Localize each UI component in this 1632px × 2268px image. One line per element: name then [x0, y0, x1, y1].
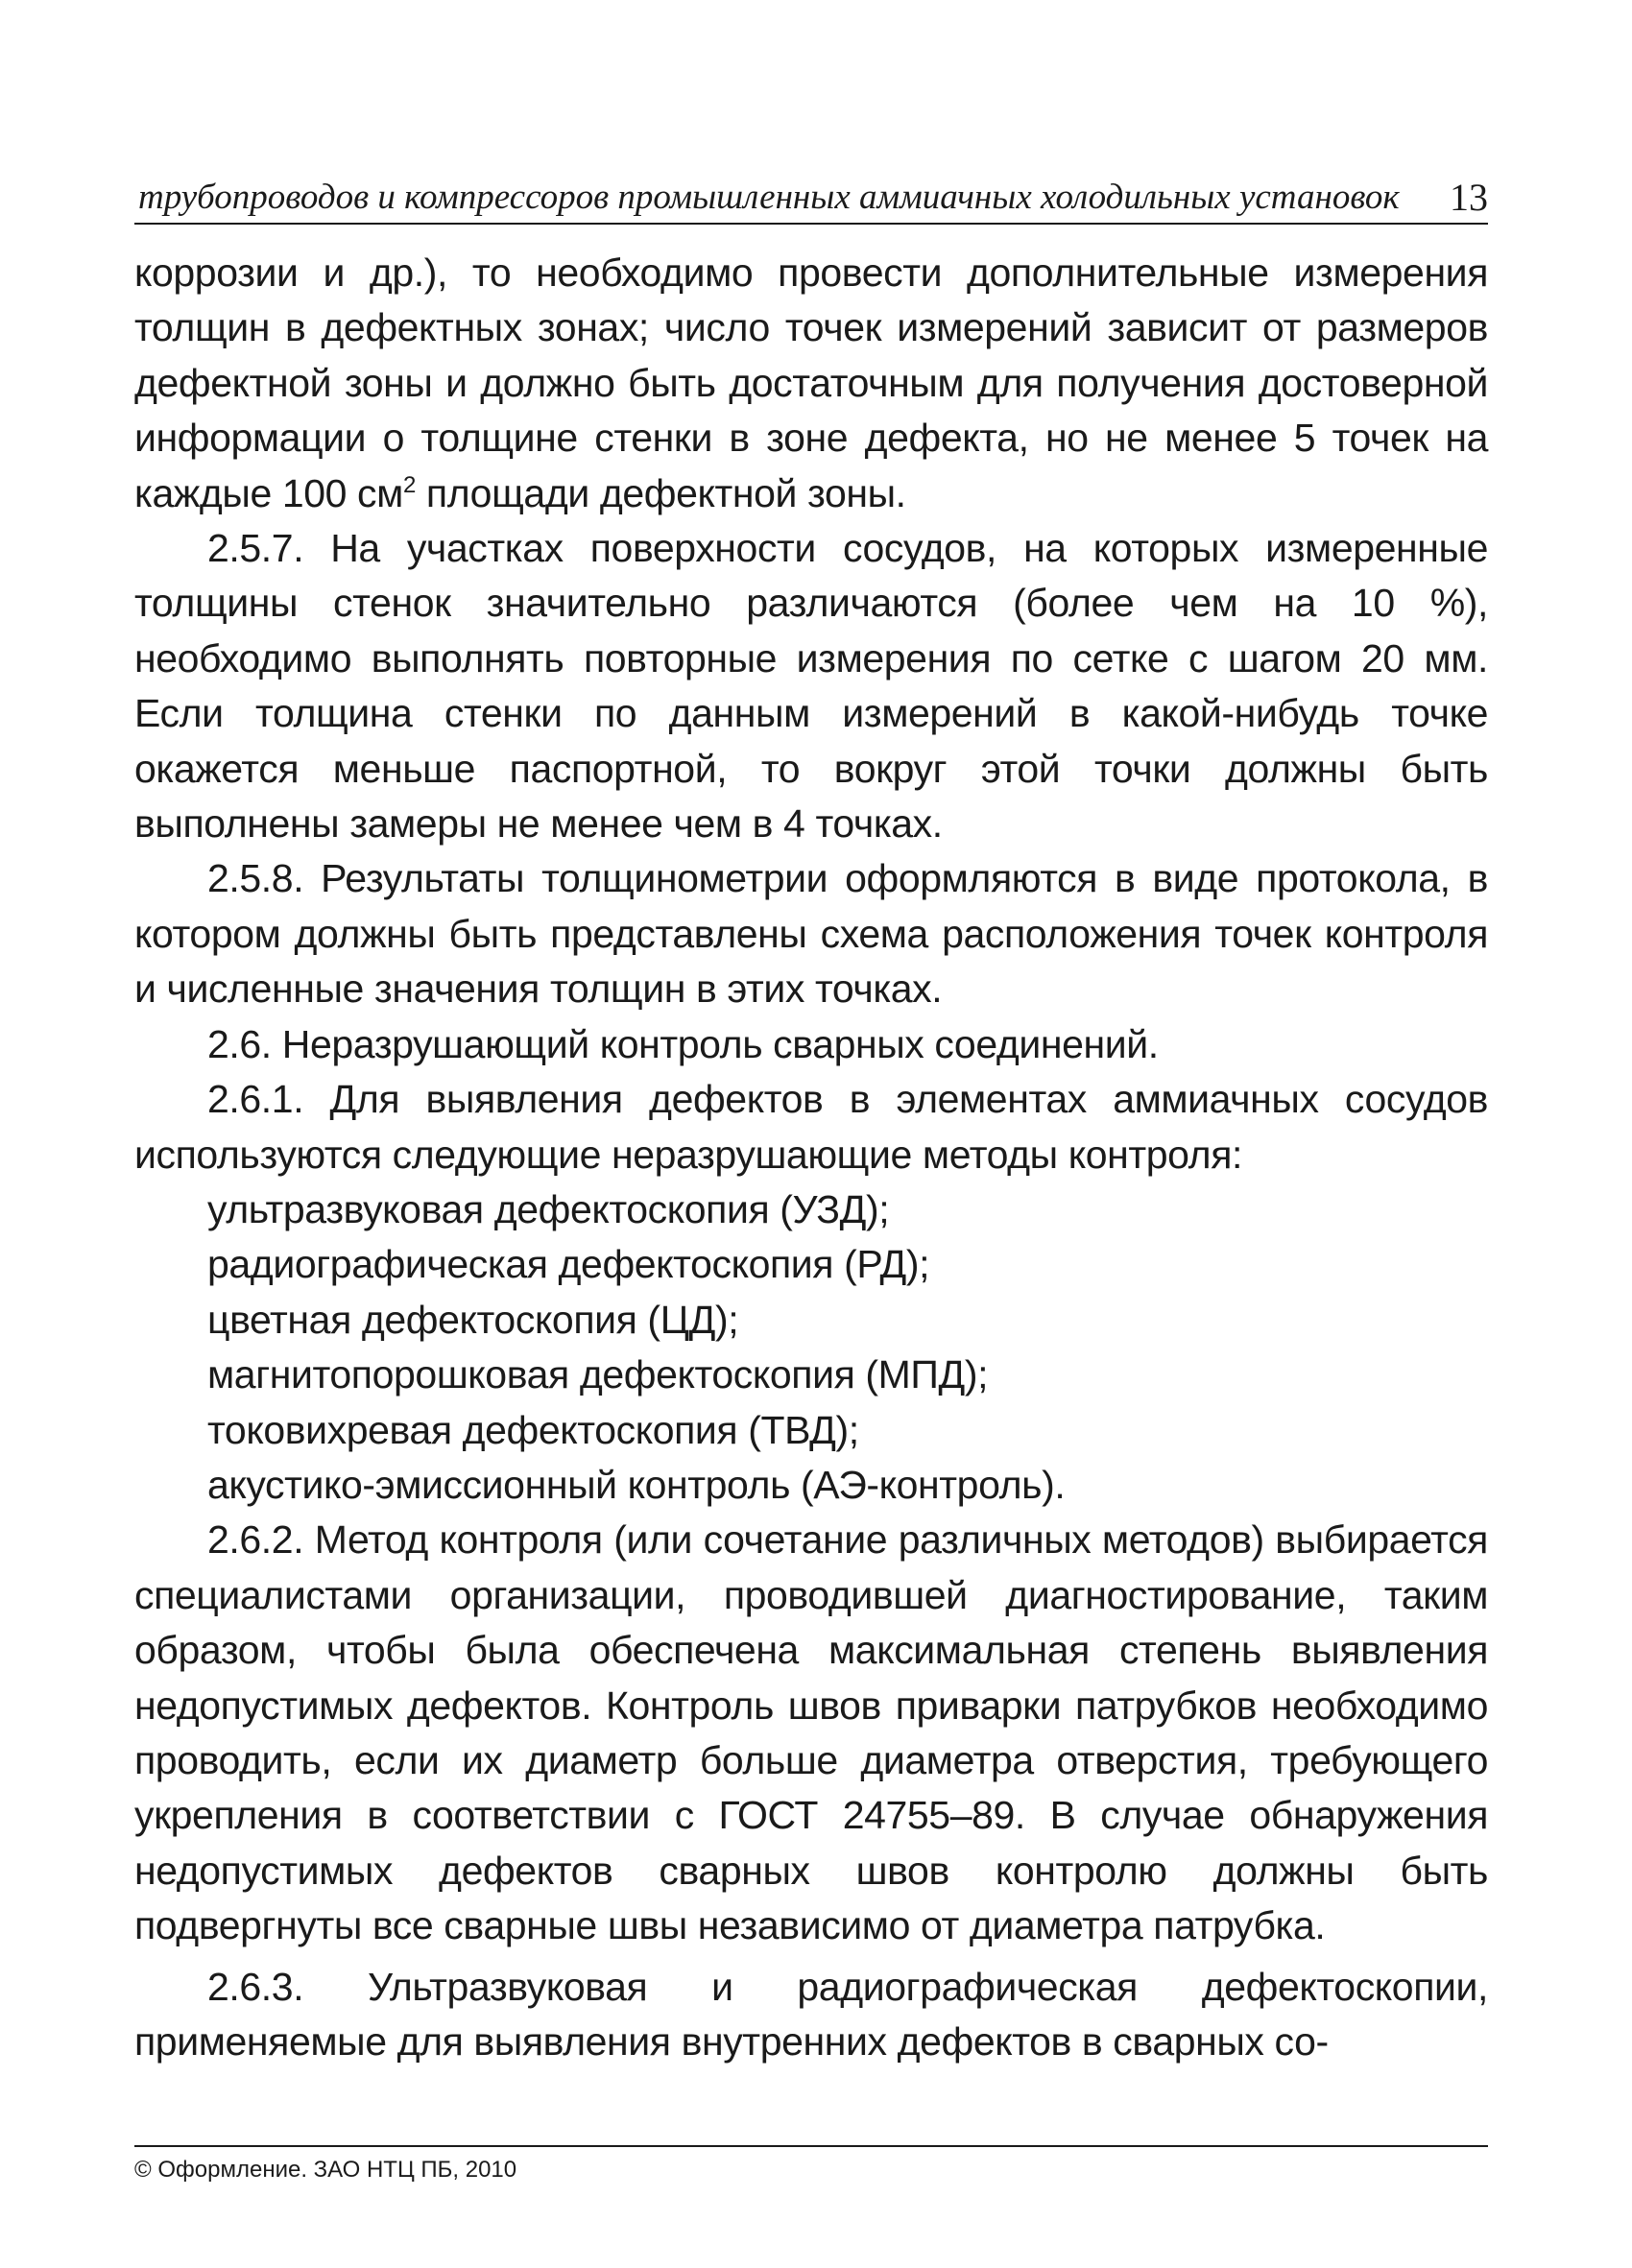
running-header-title: трубопроводов и компрессоров промышленных аммиачных холодильных установок — [138, 178, 1400, 217]
method-list-item: радиографическая дефектоскопия (РД); — [207, 1242, 930, 1287]
method-list-item: цветная дефектоскопия (ЦД); — [207, 1297, 739, 1342]
page-number: 13 — [1450, 176, 1488, 219]
footer — [134, 2145, 1488, 2185]
document-page — [134, 173, 1488, 2227]
paragraph-2-6-3: 2.6.3. Ультразвуковая и радиографическая дефектоскопии, применяемые для выявления внутренних дефектов в сварных со- — [134, 1964, 1488, 2064]
paragraph-2-5-8: 2.5.8. Результаты толщинометрии оформляются в виде протокола, в котором должны быть представлены схема расположения точек контроля и численные значения толщин в этих точках. — [134, 856, 1488, 1012]
paragraph-text: коррозии и др.), то необходимо провести дополнительные измерения толщин в дефектных зонах; число точек измерений зависит от размеров дефектной зоны и должно быть достаточным для получения достоверной информации о толщине стенки в зоне дефекта, но не менее 5 точек на каждые 100 см — [134, 251, 1488, 515]
method-list-item: акустико-эмиссионный контроль (АЭ-контроль). — [207, 1462, 1066, 1507]
paragraph-2-5-7: 2.5.7. На участках поверхности сосудов, на которых измеренные толщины стенок значительно различаются (более чем на 10 %), необходимо выполнять повторные измерения по сетке с шагом 20 мм. Если толщина стенки по данным измерений в какой-нибудь точке окажется меньше паспортной, то вокруг этой точки должны быть выполнены замеры не менее чем в 4 точках. — [134, 526, 1488, 847]
superscript: 2 — [402, 471, 416, 498]
method-list-item: токовихревая дефектоскопия (ТВД); — [207, 1407, 859, 1452]
paragraph-2-6-1: 2.6.1. Для выявления дефектов в элементах аммиачных сосудов используются следующие неразрушающие методы контроля: — [134, 1077, 1488, 1177]
body-text — [134, 246, 1488, 2069]
copyright-notice: © Оформление. ЗАО НТЦ ПБ, 2010 — [134, 2157, 517, 2183]
running-header — [134, 173, 1488, 225]
method-list-item: ультразвуковая дефектоскопия (УЗД); — [207, 1186, 890, 1231]
method-list-item: магнитопорошковая дефектоскопия (МПД); — [207, 1352, 989, 1397]
paragraph-text: площади дефектной зоны. — [415, 470, 906, 515]
paragraph-2-6-2: 2.6.2. Метод контроля (или сочетание различных методов) выбирается специалистами организации, проводившей диагностирование, таким образом, чтобы была обеспечена максимальная степень выявления недопустимых дефектов. Контроль швов приварки патрубков необходимо проводить, если их диаметр больше диаметра отверстия, требующего укрепления в соответствии с ГОСТ 24755–89. В случае обнаружения недопустимых дефектов сварных швов контролю должны быть подвергнуты все сварные швы независимо от диаметра патрубка. — [134, 1517, 1488, 1948]
section-heading-2-6: 2.6. Неразрушающий контроль сварных соединений. — [207, 1021, 1159, 1066]
paragraph-continuation — [134, 246, 1488, 521]
